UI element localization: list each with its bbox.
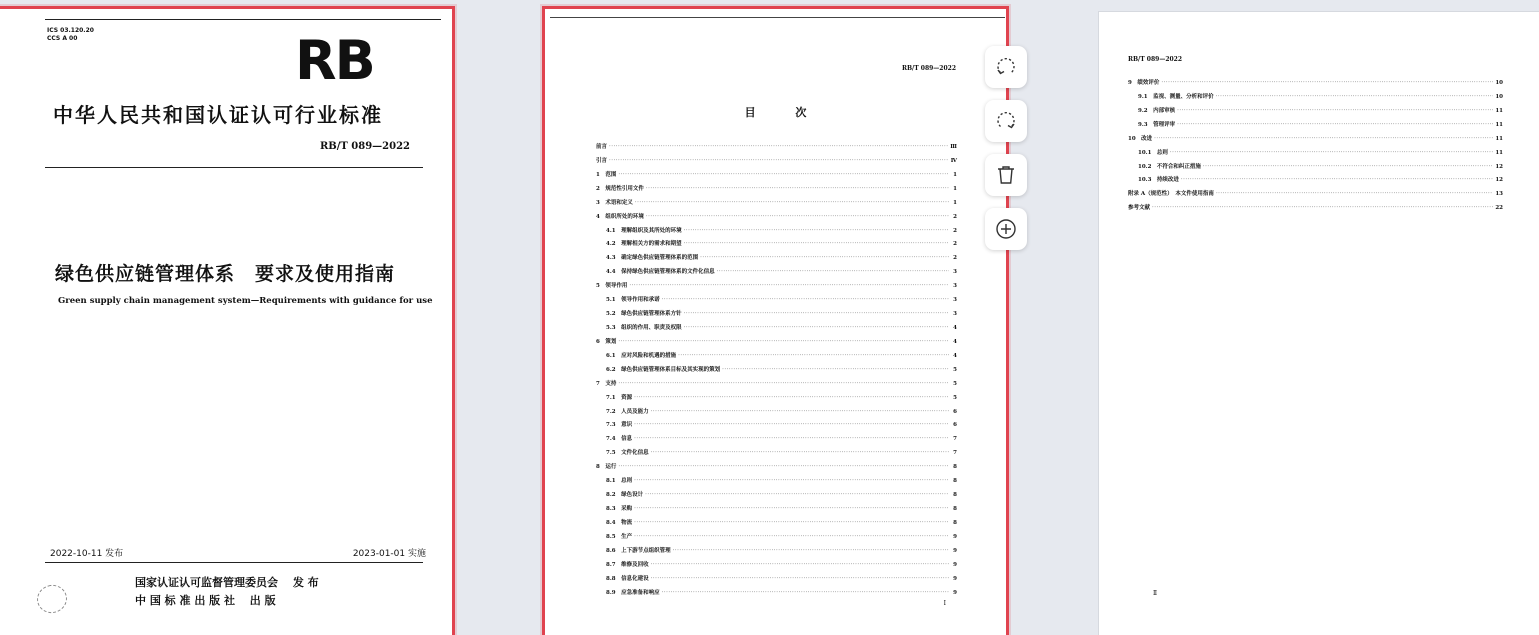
toc-entry xyxy=(596,197,957,211)
toc-entry xyxy=(1128,174,1503,188)
toc-entry-page: 11 xyxy=(1495,135,1503,142)
toc-leader-dots xyxy=(1177,119,1493,133)
toc-leader-dots xyxy=(618,336,949,350)
toc-entry-label: 引言 xyxy=(596,157,608,164)
toc-entry-page: 9 xyxy=(953,547,957,554)
dates-row xyxy=(50,546,426,559)
toc-leader-dots xyxy=(1181,174,1493,188)
toc-leader-dots xyxy=(684,225,949,239)
toc-leader-dots xyxy=(618,461,949,475)
toc-leader-dots xyxy=(609,155,949,169)
toc-entry-page: 11 xyxy=(1495,121,1503,128)
toc-entry-label: 4.4 保持绿色供应链管理体系的文件化信息 xyxy=(606,269,715,276)
toc-entry-page: 8 xyxy=(953,505,957,512)
toc-entry-page: 4 xyxy=(953,352,957,359)
toc-entry-label: 6 策划 xyxy=(596,338,617,345)
toc-entry-page: 5 xyxy=(953,394,957,401)
page-folio: I xyxy=(943,600,946,607)
toc-entry xyxy=(596,489,957,503)
toc-entry xyxy=(1128,133,1503,147)
toc-entry-label: 8.1 总则 xyxy=(606,478,633,485)
page-thumbnail-toc[interactable] xyxy=(542,6,1009,635)
toc-entry-label: 4.2 理解相关方的需求和期望 xyxy=(606,241,682,248)
toc-entry-page: 6 xyxy=(953,422,957,429)
toc-leader-dots xyxy=(634,503,949,517)
toc-entry xyxy=(1128,91,1503,105)
toc-leader-dots xyxy=(651,559,949,573)
toc-entry-page: 3 xyxy=(953,297,957,304)
classification-codes xyxy=(47,27,94,43)
toc-entry-page: 6 xyxy=(953,408,957,415)
toc-entry-label: 8.5 生产 xyxy=(606,533,633,540)
toc-entry xyxy=(596,587,957,601)
toc-entry-page: 9 xyxy=(953,575,957,582)
toc-leader-dots xyxy=(609,141,948,155)
toc-entry-label: 8.9 应急准备和响应 xyxy=(606,589,660,596)
publisher-line: 国家认证认可监督管理委员会 发 布 xyxy=(135,576,319,589)
toc-entry-label: 6.2 绿色供应链管理体系目标及其实现的策划 xyxy=(606,366,721,373)
release-date: 2022-10-11 发布 xyxy=(50,549,124,559)
toc-entry xyxy=(596,225,957,239)
toc-entry xyxy=(596,211,957,225)
toc-leader-dots xyxy=(684,322,949,336)
publishers xyxy=(135,574,319,610)
page-thumbnail-toc-continued[interactable] xyxy=(1098,11,1539,635)
toc-entry-label: 5.3 组织的作用、职责及权限 xyxy=(606,324,682,331)
page-header-code: RB/T 089—2022 xyxy=(1128,56,1183,63)
toc-entry-page: 3 xyxy=(953,283,957,290)
toc-entry-page: 3 xyxy=(953,311,957,318)
add-page-icon xyxy=(994,217,1018,241)
toc-entry-label: 8.6 上下游节点组织管理 xyxy=(606,547,671,554)
toc-entry xyxy=(596,503,957,517)
rotate-left-button[interactable] xyxy=(985,46,1027,88)
toc-entry xyxy=(596,308,957,322)
toc-leader-dots xyxy=(634,419,949,433)
toc-entry-page: 8 xyxy=(953,519,957,526)
page-folio: Ⅱ xyxy=(1153,590,1158,597)
toc-entry xyxy=(1128,188,1503,202)
toc-entry-label: 2 规范性引用文件 xyxy=(596,185,644,192)
toc-leader-dots xyxy=(1161,77,1493,91)
toc-entry-label: 4.1 理解组织及其所处的环境 xyxy=(606,227,682,234)
toc-entry xyxy=(596,378,957,392)
toc-leader-dots xyxy=(1154,133,1493,147)
toc-entry-page: 13 xyxy=(1495,191,1503,198)
toc-entry-page: 8 xyxy=(953,478,957,485)
toc-entry-page: 2 xyxy=(953,213,957,220)
rb-logo: RB xyxy=(295,29,374,92)
toc-entry xyxy=(596,252,957,266)
toc-entry-label: 8.7 维修及回收 xyxy=(606,561,649,568)
toc-entry-label: 9.3 管理评审 xyxy=(1138,121,1176,128)
toc-entry-page: 8 xyxy=(953,492,957,499)
rotate-left-icon xyxy=(994,55,1018,79)
toc-entry-page: 4 xyxy=(953,324,957,331)
toc-leader-dots xyxy=(662,294,949,308)
toc-entry-page: 7 xyxy=(953,436,957,443)
ics-code: ICS 03.120.20 xyxy=(47,27,94,34)
rotate-right-button[interactable] xyxy=(985,100,1027,142)
toc-entry-page: 11 xyxy=(1495,107,1503,114)
toc-entry-label: 4 组织所处的环境 xyxy=(596,213,644,220)
toc-entry-label: 9 绩效评价 xyxy=(1128,80,1160,86)
toc-entry-page: 2 xyxy=(953,255,957,262)
toc-entry-label: 9.2 内部审核 xyxy=(1138,107,1176,114)
toc-entry xyxy=(596,141,957,155)
toc-leader-dots xyxy=(1216,91,1494,105)
toc-entry-label: 7.2 人员及能力 xyxy=(606,408,649,415)
toc-entry xyxy=(1128,119,1503,133)
toc-entry-label: 5 领导作用 xyxy=(596,283,628,290)
toc-entry-page: Ⅳ xyxy=(950,157,957,164)
toc-entry-page: 3 xyxy=(953,269,957,276)
toc-entry xyxy=(596,559,957,573)
toc-entry-label: 5.2 绿色供应链管理体系方针 xyxy=(606,311,682,318)
standard-category-title: 中华人民共和国认证认可行业标准 xyxy=(53,103,383,127)
add-page-button[interactable] xyxy=(985,208,1027,250)
toc-leader-dots xyxy=(651,406,949,420)
toc-entry xyxy=(596,169,957,183)
toc-leader-dots xyxy=(634,433,949,447)
delete-page-button[interactable] xyxy=(985,154,1027,196)
toc-entry xyxy=(1128,161,1503,175)
toc-entry xyxy=(596,183,957,197)
toc-entry xyxy=(596,322,957,336)
divider xyxy=(45,167,423,168)
toc-entry-label: 附录 A（规范性） 本文件使用指南 xyxy=(1128,191,1214,198)
toc-entry-label: 1 范围 xyxy=(596,171,617,178)
toc-entry xyxy=(596,545,957,559)
toc-entry-page: 10 xyxy=(1495,80,1503,86)
toc-leader-dots xyxy=(678,350,949,364)
toc-entry-label: 3 术语和定义 xyxy=(596,199,633,206)
toc-entry-page: 12 xyxy=(1495,163,1503,170)
toc-entry-page: 12 xyxy=(1495,177,1503,184)
toc-leader-dots xyxy=(651,573,949,587)
toc-list xyxy=(1128,77,1503,216)
toc-leader-dots xyxy=(700,252,949,266)
toc-leader-dots xyxy=(722,364,949,378)
toc-entry-page: 11 xyxy=(1495,149,1503,156)
top-rule xyxy=(550,17,1005,18)
toc-leader-dots xyxy=(1152,202,1493,216)
divider xyxy=(45,562,423,563)
toc-entry xyxy=(596,517,957,531)
toc-entry xyxy=(596,364,957,378)
toc-entry xyxy=(596,392,957,406)
toc-entry-page: 5 xyxy=(953,366,957,373)
toc-leader-dots xyxy=(662,587,949,601)
toc-entry-label: 7.1 资源 xyxy=(606,394,633,401)
publisher-line: 中 国 标 准 出 版 社 出 版 xyxy=(135,594,276,607)
toc-leader-dots xyxy=(645,489,949,503)
toc-entry-label: 10.1 总则 xyxy=(1138,149,1168,156)
toc-entry-page: 9 xyxy=(953,561,957,568)
document-title: 绿色供应链管理体系 要求及使用指南 xyxy=(55,263,396,285)
toc-leader-dots xyxy=(1177,105,1493,119)
toc-entry-page: 7 xyxy=(953,450,957,457)
rotate-right-icon xyxy=(994,109,1018,133)
toc-leader-dots xyxy=(635,197,949,211)
page-thumbnail-cover[interactable] xyxy=(0,6,455,635)
toc-leader-dots xyxy=(646,211,949,225)
toc-entry-label: 9.1 监视、测量、分析和评价 xyxy=(1138,93,1214,100)
toc-entry xyxy=(596,406,957,420)
english-title: Green supply chain management system—Requirements with guidance for use xyxy=(58,296,433,306)
toc-entry-label: 8.4 物流 xyxy=(606,519,633,526)
toc-entry xyxy=(1128,105,1503,119)
toc-entry-page: 9 xyxy=(953,589,957,596)
toc-entry-page: 1 xyxy=(953,171,957,178)
toc-entry xyxy=(596,573,957,587)
top-rule xyxy=(45,19,441,20)
toc-entry-label: 10.3 持续改进 xyxy=(1138,177,1179,184)
toc-entry-page: 2 xyxy=(953,241,957,248)
toc-entry xyxy=(596,419,957,433)
toc-entry xyxy=(1128,77,1503,91)
toc-leader-dots xyxy=(1203,161,1493,175)
toc-entry xyxy=(1128,202,1503,216)
seal-stamp xyxy=(34,582,70,617)
toc-leader-dots xyxy=(634,531,949,545)
toc-entry-label: 7.3 意识 xyxy=(606,422,633,429)
effective-date: 2023-01-01 实施 xyxy=(352,549,426,559)
toc-list xyxy=(596,141,957,600)
toc-entry-label: 参考文献 xyxy=(1128,205,1151,212)
toc-leader-dots xyxy=(1170,147,1493,161)
toc-entry xyxy=(596,294,957,308)
toc-entry-page: 10 xyxy=(1495,93,1503,100)
toc-entry-label: 10.2 不符合和纠正措施 xyxy=(1138,163,1201,170)
toc-entry xyxy=(596,447,957,461)
trash-icon xyxy=(994,163,1018,187)
toc-leader-dots xyxy=(618,169,949,183)
toc-entry xyxy=(596,238,957,252)
toc-entry xyxy=(596,336,957,350)
toc-entry xyxy=(596,475,957,489)
toc-entry-label: 5.1 领导作用和承诺 xyxy=(606,297,660,304)
toc-entry-label: 6.1 应对风险和机遇的措施 xyxy=(606,352,677,359)
toc-entry-label: 7 支持 xyxy=(596,380,617,387)
toc-entry xyxy=(596,280,957,294)
toc-entry-label: 10 改进 xyxy=(1128,135,1153,142)
toc-entry-label: 8 运行 xyxy=(596,464,617,471)
toc-leader-dots xyxy=(684,238,949,252)
toc-entry xyxy=(596,531,957,545)
toc-entry xyxy=(596,461,957,475)
toc-leader-dots xyxy=(634,517,949,531)
toc-entry-label: 8.8 信息化建设 xyxy=(606,575,649,582)
toc-entry-label: 8.2 绿色设计 xyxy=(606,492,644,499)
toc-leader-dots xyxy=(634,475,949,489)
toc-leader-dots xyxy=(618,378,949,392)
toc-leader-dots xyxy=(629,280,949,294)
toc-leader-dots xyxy=(1216,188,1493,202)
toc-entry-label: 8.3 采购 xyxy=(606,505,633,512)
toc-entry xyxy=(596,350,957,364)
toc-entry-page: 1 xyxy=(953,199,957,206)
toc-leader-dots xyxy=(684,308,949,322)
toc-entry xyxy=(596,266,957,280)
toc-entry xyxy=(596,433,957,447)
toc-entry-page: 2 xyxy=(953,227,957,234)
toc-entry xyxy=(596,155,957,169)
toc-entry-page: 22 xyxy=(1495,205,1503,212)
page-header-code: RB/T 089—2022 xyxy=(901,65,956,72)
toc-leader-dots xyxy=(651,447,949,461)
toc-entry-label: 4.3 确定绿色供应链管理体系的范围 xyxy=(606,255,699,262)
toc-leader-dots xyxy=(673,545,949,559)
toc-leader-dots xyxy=(634,392,949,406)
toc-entry xyxy=(1128,147,1503,161)
toc-entry-page: 4 xyxy=(953,338,957,345)
toc-entry-page: Ⅲ xyxy=(950,144,957,150)
toc-leader-dots xyxy=(717,266,949,280)
toc-entry-label: 前言 xyxy=(596,144,608,150)
toc-title: 目 次 xyxy=(744,106,825,119)
standard-code: RB/T 089—2022 xyxy=(319,141,410,152)
toc-entry-page: 9 xyxy=(953,533,957,540)
ccs-code: CCS A 00 xyxy=(47,35,78,42)
toc-leader-dots xyxy=(646,183,949,197)
toc-entry-page: 8 xyxy=(953,464,957,471)
toc-entry-label: 7.4 信息 xyxy=(606,436,633,443)
toc-entry-label: 7.5 文件化信息 xyxy=(606,450,649,457)
toc-entry-page: 1 xyxy=(953,185,957,192)
toc-entry-page: 5 xyxy=(953,380,957,387)
